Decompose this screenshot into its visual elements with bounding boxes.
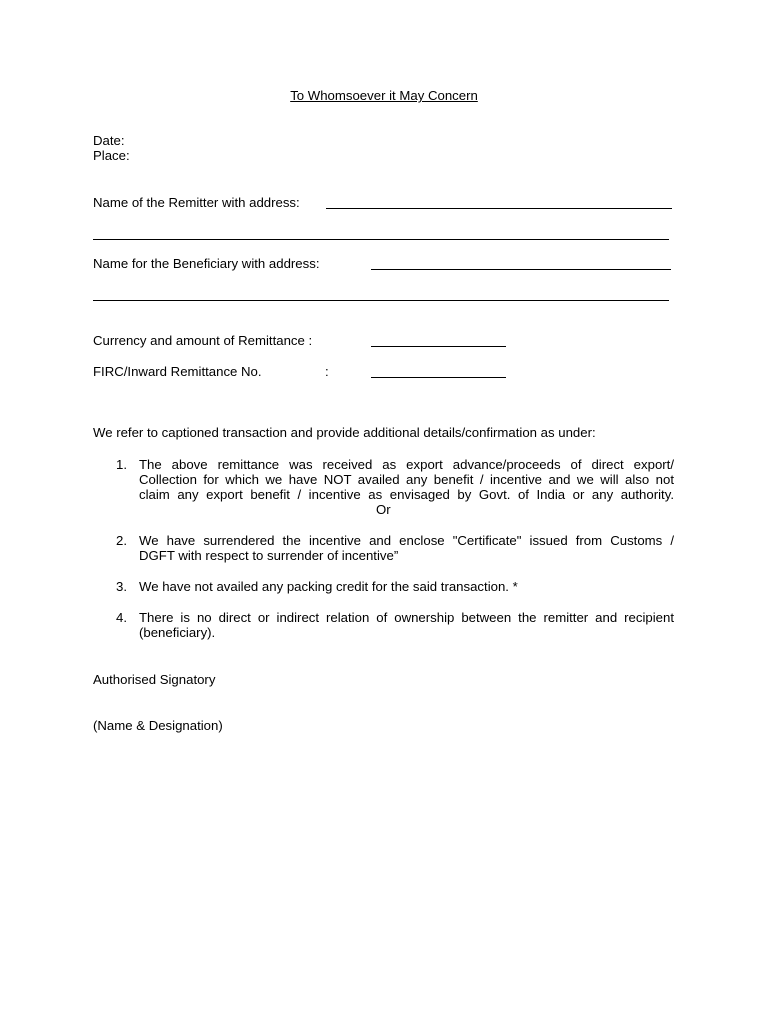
date-label: Date: bbox=[93, 133, 125, 148]
beneficiary-label: Name for the Beneficiary with address: bbox=[93, 256, 320, 271]
list-item-number: 2. bbox=[116, 533, 127, 548]
beneficiary-address-blank-line bbox=[93, 289, 669, 301]
currency-blank-line bbox=[371, 335, 506, 347]
remitter-label: Name of the Remitter with address: bbox=[93, 195, 300, 210]
currency-label: Currency and amount of Remittance : bbox=[93, 333, 313, 348]
or-separator: Or bbox=[376, 502, 391, 517]
firc-colon: : bbox=[325, 364, 329, 379]
firc-label: FIRC/Inward Remittance No. bbox=[93, 364, 262, 379]
list-item-text: The above remittance was received as export advance/proceeds of direct export/ Collection for which we have NOT availed any benefit / incentive and we will also not claim any export benefit / incentive as envisaged by Govt. of India or any authority. bbox=[139, 457, 674, 502]
list-item-text: We have not availed any packing credit for the said transaction. * bbox=[139, 579, 518, 594]
remitter-blank-line bbox=[326, 197, 672, 209]
authorised-signatory: Authorised Signatory bbox=[93, 672, 216, 687]
firc-blank-line bbox=[371, 366, 506, 378]
name-designation: (Name & Designation) bbox=[93, 718, 223, 733]
list-item-text: There is no direct or indirect relation of ownership between the remitter and recipient (beneficiary). bbox=[139, 610, 674, 640]
intro-paragraph: We refer to captioned transaction and provide additional details/confirmation as under: bbox=[93, 425, 596, 440]
list-item-number: 1. bbox=[116, 457, 127, 472]
list-item-text: We have surrendered the incentive and enclose "Certificate" issued from Customs / DGFT with respect to surrender of incentive” bbox=[139, 533, 674, 563]
place-label: Place: bbox=[93, 148, 130, 163]
document-title: To Whomsoever it May Concern bbox=[290, 88, 478, 103]
list-item-number: 3. bbox=[116, 579, 127, 594]
remitter-address-blank-line bbox=[93, 228, 669, 240]
beneficiary-blank-line bbox=[371, 258, 671, 270]
list-item-number: 4. bbox=[116, 610, 127, 625]
